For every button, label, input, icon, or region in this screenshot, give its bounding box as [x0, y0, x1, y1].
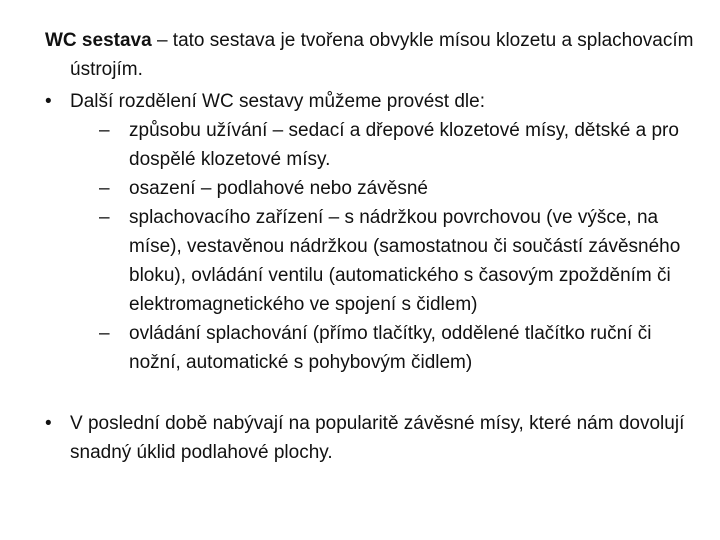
- dash-marker: –: [99, 207, 110, 228]
- bullet-item-2: [45, 409, 695, 467]
- sub-item-flushing-device: [45, 203, 695, 319]
- spacer: [45, 377, 695, 406]
- sub-item-flush-control-text: ovládání splachování (přímo tlačítky, oddělené tlačítko ruční či nožní, automatické s pohybovým čidlem): [129, 323, 652, 373]
- sub-item-flush-control: [45, 319, 695, 377]
- intro-text: tato sestava je tvořena obvykle mísou klozetu a splachovacím ústrojím.: [70, 30, 694, 80]
- sub-item-usage-text: způsobu užívání – sedací a dřepové klozetové mísy, dětské a pro dospělé klozetové mísy.: [129, 120, 679, 170]
- slide-body: [45, 26, 695, 467]
- intro-dash: –: [151, 30, 173, 51]
- bullet-item-1: [45, 87, 695, 116]
- bullet-text-1: Další rozdělení WC sestavy můžeme provést dle:: [70, 91, 485, 112]
- intro-term: WC sestava: [45, 30, 152, 51]
- dash-marker: –: [99, 323, 110, 344]
- sub-item-mounting: [45, 174, 695, 203]
- dash-marker: –: [99, 120, 110, 141]
- dash-marker: –: [99, 178, 110, 199]
- intro-paragraph: [45, 26, 695, 84]
- sub-item-usage: [45, 116, 695, 174]
- bullet-marker: •: [45, 91, 52, 112]
- sub-item-flushing-device-text: splachovacího zařízení – s nádržkou povrchovou (ve výšce, na míse), vestavěnou nádržkou (samostatnou či součástí závěsného bloku), ovládání ventilu (automatického s časovým zpožděním či elektromagnetického ve spojení s čidlem): [129, 207, 681, 315]
- sub-item-mounting-text: osazení – podlahové nebo závěsné: [129, 178, 428, 199]
- bullet-marker: •: [45, 413, 52, 434]
- bullet-text-2: V poslední době nabývají na popularitě závěsné mísy, které nám dovolují snadný úklid podlahové plochy.: [70, 413, 685, 463]
